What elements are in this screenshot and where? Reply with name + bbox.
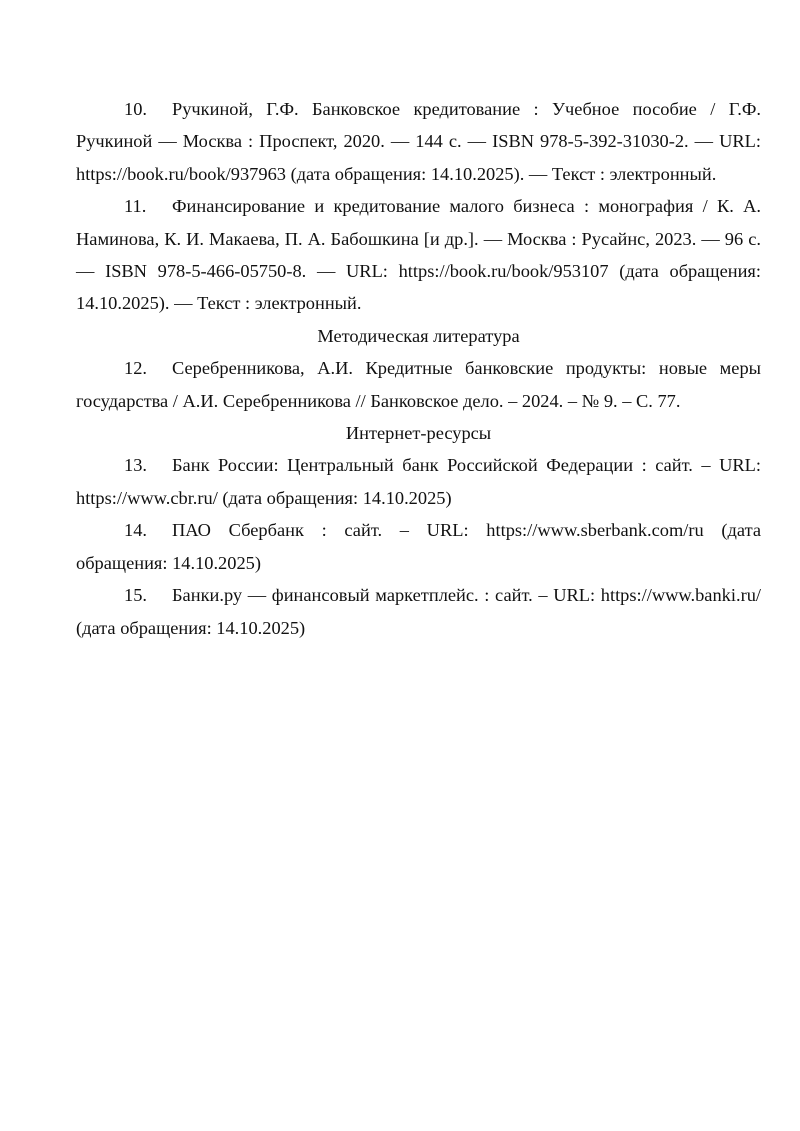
reference-number: 10. bbox=[124, 99, 147, 119]
section-heading-internet: Интернет-ресурсы bbox=[345, 423, 492, 444]
reference-item bbox=[76, 579, 761, 644]
reference-number: 13. bbox=[124, 455, 147, 476]
reference-text: Банк России: Центральный банк Российской Федерации : сайт. – URL: https://www.cbr.ru/ (дата обращения: 14.10.2025) bbox=[76, 455, 761, 508]
reference-item bbox=[76, 352, 761, 417]
reference-number: 14. bbox=[124, 520, 147, 541]
section-heading-methodical: Методическая литература bbox=[317, 325, 520, 346]
reference-number: 15. bbox=[124, 585, 147, 606]
reference-text: Ручкиной, Г.Ф. Банковское кредитование : Учебное пособие / Г.Ф. Ручкиной — Москва : Проспект, 2020. — 144 с. — ISBN 978-5-392-31030-2. — URL: https://book.ru/book/937963 (дата обращения: 14.10.2025). — Текст : электронный. bbox=[76, 99, 761, 184]
reference-item bbox=[76, 93, 761, 190]
reference-text: Банки.ру — финансовый маркетплейс. : сайт. – URL: https://www.banki.ru/ (дата обращения: 14.10.2025) bbox=[76, 585, 761, 638]
reference-number: 11. bbox=[124, 196, 147, 217]
reference-item bbox=[76, 514, 761, 579]
reference-text: Финансирование и кредитование малого бизнеса : монография / К. А. Наминова, К. И. Макаева, П. А. Бабошкина [и др.]. — Москва : Русайнс, 2023. — 96 с. — ISBN 978-5-466-05750-8. — URL: https://book.ru/book/953107 (дата обращения: 14.10.2025). — Текст : электронный. bbox=[76, 196, 761, 314]
reference-item bbox=[76, 190, 761, 320]
reference-item bbox=[76, 449, 761, 514]
reference-text: Серебренникова, А.И. Кредитные банковские продукты: новые меры государства / А.И. Серебренникова // Банковское дело. – 2024. – № 9. – С. 77. bbox=[76, 358, 761, 411]
reference-number: 12. bbox=[124, 358, 147, 379]
bibliography-page bbox=[76, 93, 761, 644]
reference-text: ПАО Сбербанк : сайт. – URL: https://www.sberbank.com/ru (дата обращения: 14.10.2025) bbox=[76, 520, 762, 573]
